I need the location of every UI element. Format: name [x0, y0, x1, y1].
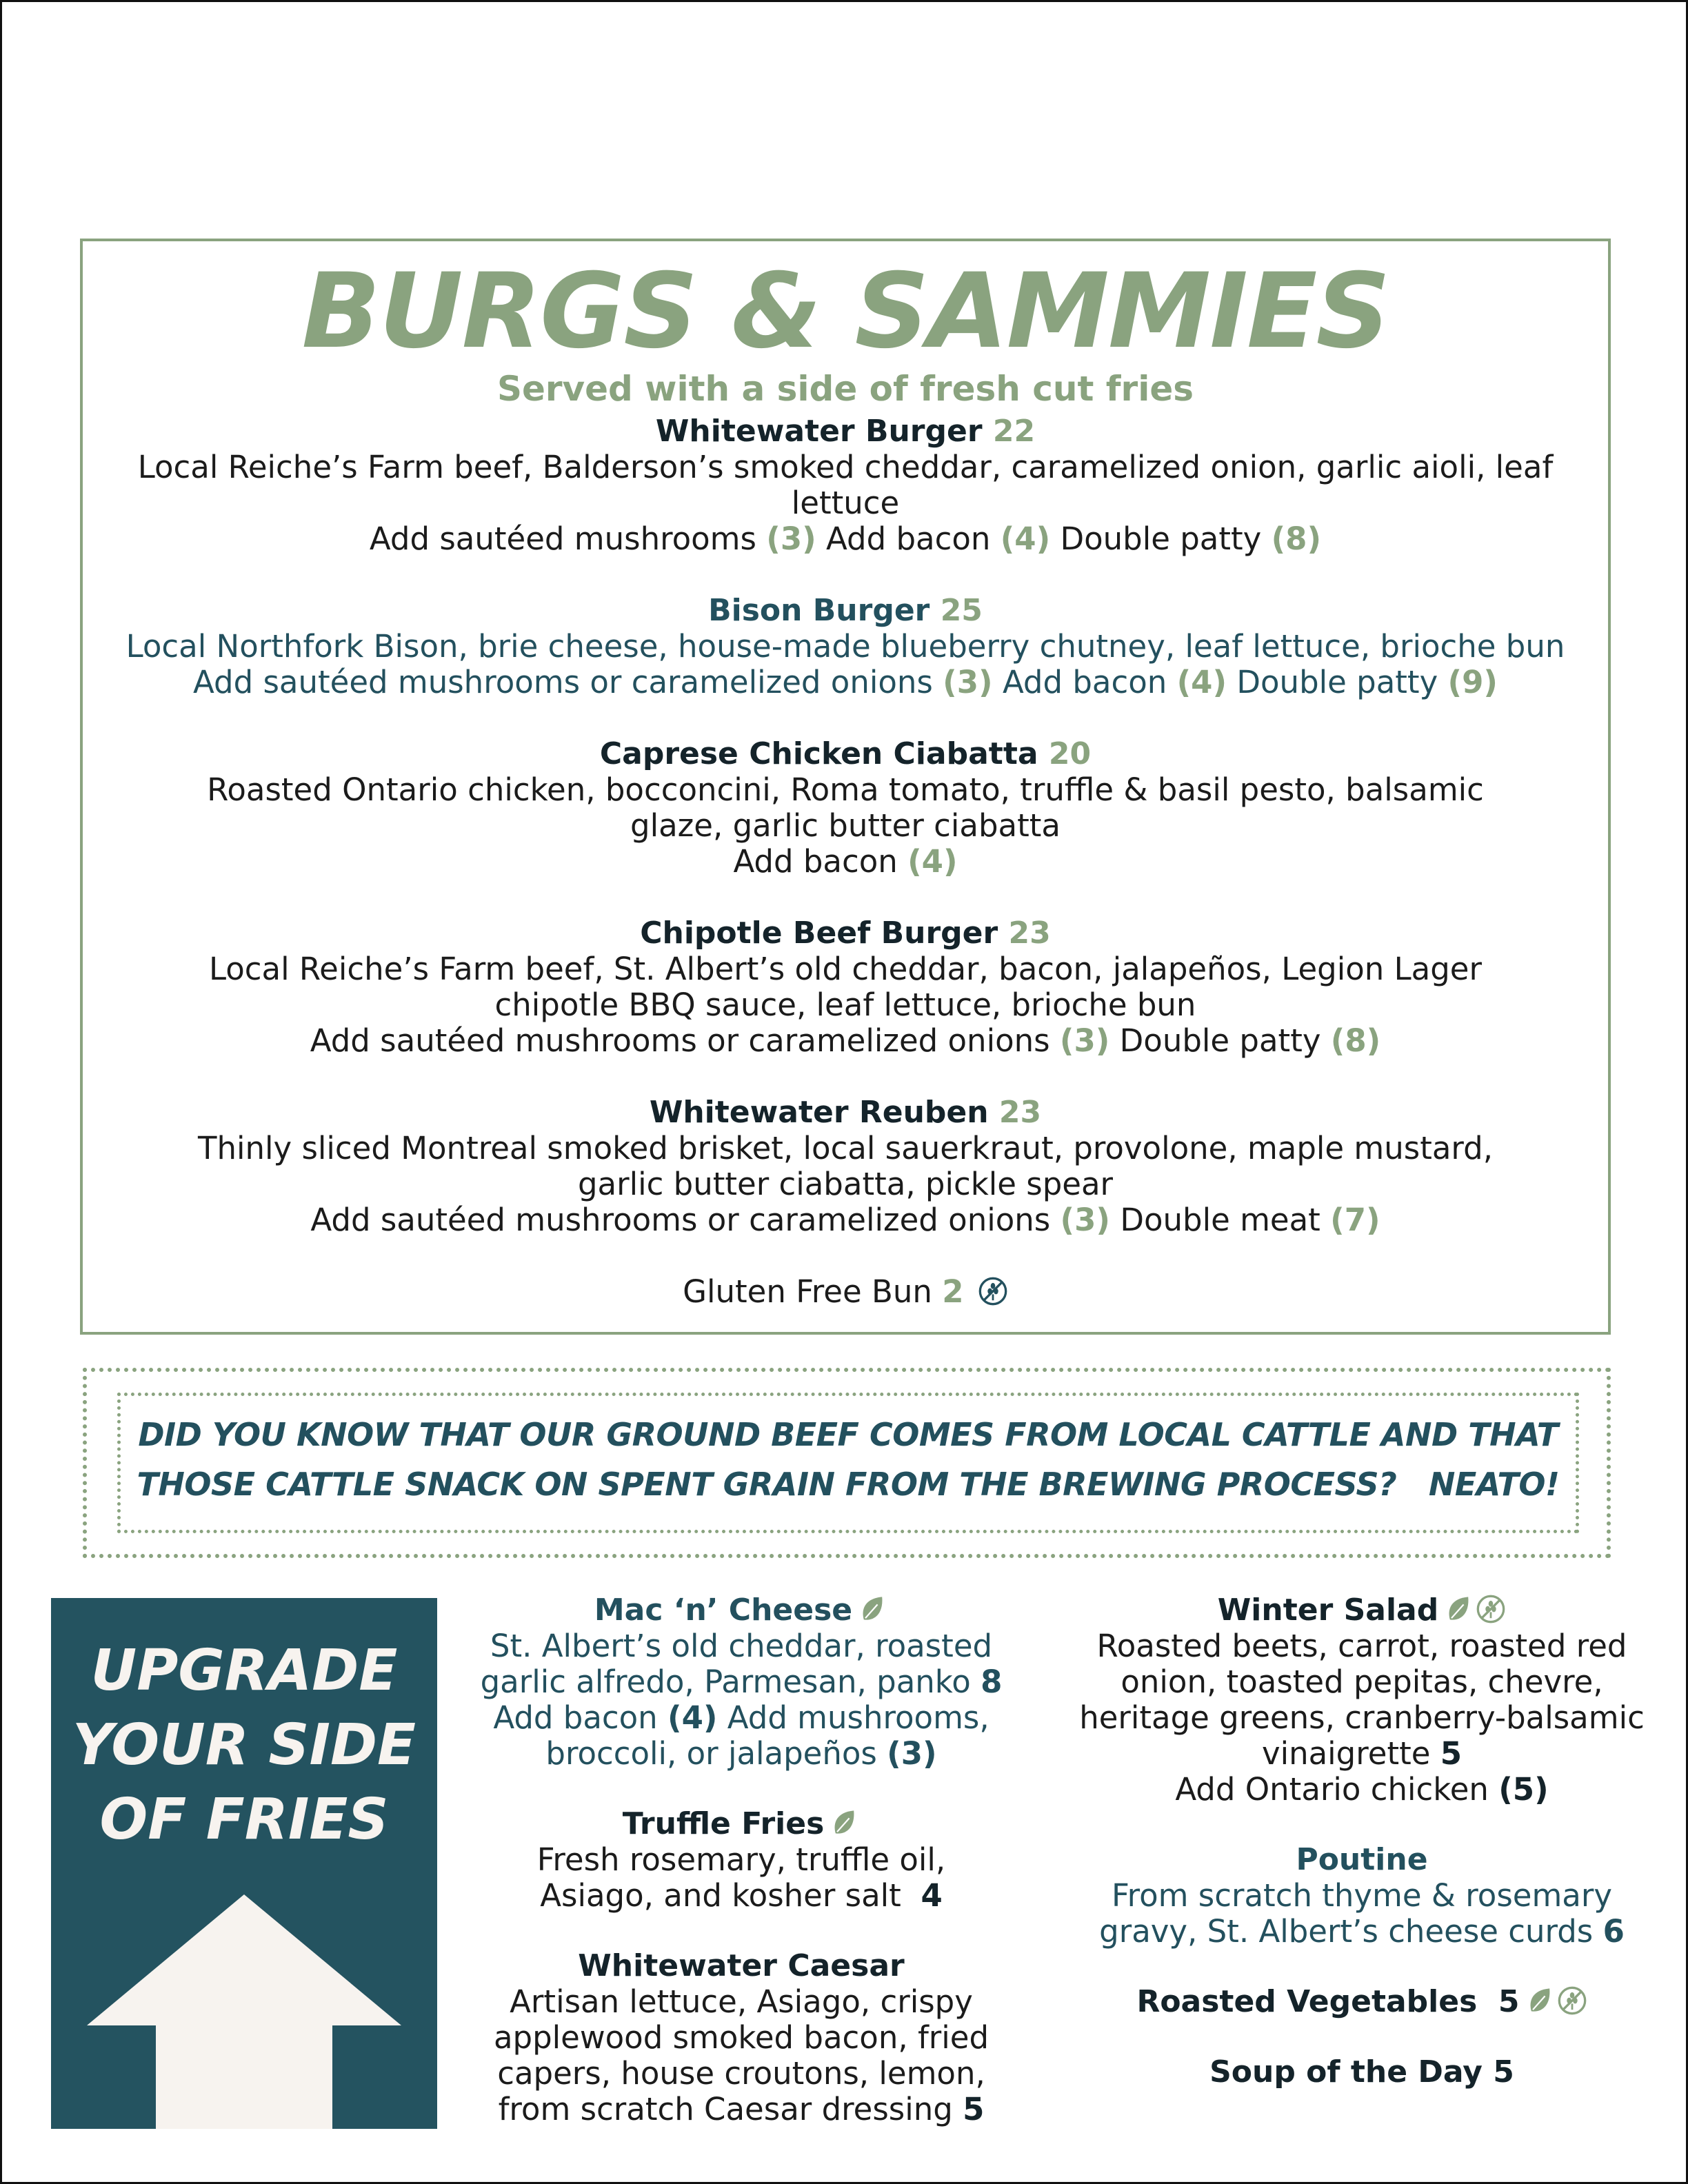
menu-item-chipotle-beef-burger: [83, 916, 1608, 1059]
gluten-free-icon: [1476, 1594, 1506, 1624]
item-name: Whitewater Burger: [655, 414, 983, 449]
menu-items: [83, 414, 1608, 1310]
side-price: 5: [1440, 1735, 1463, 1772]
addon-price: (4): [1000, 520, 1051, 557]
menu-item-whitewater-burger: [83, 414, 1608, 557]
did-you-know-text: [117, 1410, 1579, 1509]
side-title: [1062, 2054, 1662, 2090]
sides-column-middle: [455, 1593, 1027, 2162]
addon-text: Add sautéed mushrooms: [369, 520, 756, 557]
side-item-soup-of-the-day: [1062, 2054, 1662, 2090]
addon-price: (3): [766, 520, 816, 557]
addon-text: Double patty: [1236, 664, 1438, 700]
extra-price: (4): [667, 1699, 718, 1736]
item-price: 23: [1008, 916, 1051, 951]
addon-price: (4): [907, 843, 958, 880]
vegetarian-leaf-icon: [858, 1594, 888, 1624]
item-addons: [83, 521, 1608, 557]
item-title: [83, 414, 1608, 449]
side-name: Roasted Vegetables: [1136, 1984, 1478, 2019]
side-name: Truffle Fries: [622, 1806, 825, 1841]
section-subtitle: Served with a side of fresh cut fries: [496, 369, 1194, 409]
side-title: [455, 1593, 1027, 1628]
extra-price: (3): [887, 1735, 937, 1772]
menu-item-bison-burger: [83, 593, 1608, 700]
item-addons: [83, 1202, 1608, 1238]
side-description: [455, 1842, 1027, 1914]
side-title: Whitewater Caesar: [578, 1948, 905, 1983]
side-desc-text: From scratch thyme & rosemary gravy, St. Albert’s cheese curds: [1099, 1877, 1612, 1950]
upgrade-line: YOUR SIDE: [72, 1712, 416, 1778]
side-price: 5: [1498, 1984, 1520, 2019]
side-extra: Add Ontario chicken (5): [1175, 1771, 1549, 1808]
sides-column-right: [1062, 1593, 1662, 2125]
item-description: Local Reiche’s Farm beef, Balderson’s smoked cheddar, caramelized onion, garlic aioli, leaf lettuce: [137, 449, 1554, 521]
side-desc-text: Roasted beets, carrot, roasted red onion, toasted pepitas, chevre, heritage greens, cranberry-balsamic vinaigrette: [1079, 1628, 1645, 1772]
addon-text: Add sautéed mushrooms or caramelized onions: [310, 1022, 1050, 1059]
side-title: [455, 1806, 1027, 1842]
addon-text: Double patty: [1060, 520, 1262, 557]
addon-text: Double patty: [1119, 1022, 1321, 1059]
gluten-free-icon: [1557, 1985, 1587, 2016]
side-desc-text: Fresh rosemary, truffle oil, Asiago, and kosher salt: [536, 1841, 946, 1914]
did-you-know-line: DID YOU KNOW THAT OUR GROUND BEEF COMES FROM LOCAL CATTLE AND THAT: [138, 1416, 1558, 1453]
side-desc-text: St. Albert’s old cheddar, roasted garlic alfredo, Parmesan, panko: [480, 1628, 993, 1700]
item-price: 23: [998, 1095, 1042, 1130]
side-price: 6: [1602, 1913, 1625, 1950]
item-title: [83, 736, 1608, 772]
did-you-know-line: THOSE CATTLE SNACK ON SPENT GRAIN FROM THE BREWING PROCESS? NEATO!: [137, 1466, 1560, 1503]
gluten-free-price: 2: [942, 1273, 964, 1310]
addon-text: Add bacon: [1002, 664, 1167, 700]
item-description: Thinly sliced Montreal smoked brisket, local sauerkraut, provolone, maple mustard, garlic butter ciabatta, pickle spear: [197, 1130, 1494, 1202]
side-price: 4: [921, 1877, 943, 1914]
addon-price: (4): [1176, 664, 1227, 700]
gluten-free-bun: [83, 1274, 1608, 1310]
side-item-mac-n-cheese: [455, 1593, 1027, 1772]
side-description: [455, 1984, 1027, 2127]
addon-text: Add sautéed mushrooms or caramelized onions: [310, 1202, 1051, 1238]
addon-price: (3): [1060, 1202, 1110, 1238]
addon-price: (9): [1447, 664, 1498, 700]
side-description: [1062, 1878, 1662, 1950]
up-arrow-icon: [87, 1894, 401, 2129]
side-item-poutine: [1062, 1842, 1662, 1950]
upgrade-title: [51, 1634, 437, 1857]
side-item-whitewater-caesar: [455, 1948, 1027, 2127]
item-price: 22: [992, 414, 1036, 449]
upgrade-line: OF FRIES: [99, 1787, 389, 1852]
addon-price: (8): [1330, 1022, 1381, 1059]
item-addons: [83, 1023, 1608, 1059]
item-title: [83, 916, 1608, 951]
menu-item-caprese-chicken-ciabatta: [83, 736, 1608, 880]
section-title: BURGS & SAMMIES: [301, 252, 1389, 372]
gluten-free-text: Gluten Free Bun: [683, 1273, 932, 1310]
vegetarian-leaf-icon: [1525, 1985, 1556, 2016]
side-name: Mac ‘n’ Cheese: [594, 1593, 853, 1628]
side-item-winter-salad: [1062, 1593, 1662, 1808]
item-name: Caprese Chicken Ciabatta: [599, 736, 1038, 771]
item-price: 25: [940, 593, 983, 628]
side-description: [455, 1628, 1027, 1700]
addon-price: (3): [1059, 1022, 1110, 1059]
addon-price: (3): [943, 664, 993, 700]
item-name: Bison Burger: [708, 593, 930, 628]
item-name: Whitewater Reuben: [649, 1095, 989, 1130]
side-extra: Add bacon (4) Add mushrooms, broccoli, or jalapeños (3): [493, 1699, 989, 1772]
item-description: Local Reiche’s Farm beef, St. Albert’s old cheddar, bacon, jalapeños, Legion Lager chipotle BBQ sauce, leaf lettuce, brioche bun: [209, 951, 1482, 1023]
side-item-truffle-fries: [455, 1806, 1027, 1914]
side-item-roasted-vegetables: [1062, 1984, 1662, 2020]
side-title: [1062, 1593, 1662, 1628]
side-name: Winter Salad: [1217, 1593, 1439, 1628]
addon-price: (7): [1330, 1202, 1380, 1238]
side-desc-text: Artisan lettuce, Asiago, crispy applewood smoked bacon, fried capers, house croutons, lemon, from scratch Caesar dressing: [493, 1983, 989, 2127]
addon-text: Add bacon: [826, 520, 991, 557]
addon-text: Double meat: [1120, 1202, 1320, 1238]
item-price: 20: [1048, 736, 1092, 771]
addon-text: Add bacon: [733, 843, 898, 880]
vegetarian-leaf-icon: [1444, 1594, 1474, 1624]
upgrade-panel: [51, 1598, 437, 2129]
addon-text: Add sautéed mushrooms or caramelized onions: [193, 664, 933, 700]
item-addons: [83, 665, 1608, 700]
menu-item-whitewater-reuben: [83, 1095, 1608, 1238]
side-title: [1062, 1984, 1662, 2020]
item-name: Chipotle Beef Burger: [640, 916, 998, 951]
side-name: Soup of the Day: [1209, 2054, 1483, 2090]
side-price: 8: [981, 1664, 1003, 1700]
gluten-free-icon: [978, 1276, 1008, 1306]
vegetarian-leaf-icon: [830, 1808, 860, 1838]
item-addons: [83, 844, 1608, 880]
item-title: [83, 1095, 1608, 1131]
extra-price: (5): [1498, 1771, 1549, 1808]
item-title: [83, 593, 1608, 629]
side-title: Poutine: [1296, 1842, 1428, 1877]
burgs-sammies-section: [80, 239, 1611, 1335]
side-price: 5: [963, 2091, 985, 2127]
upgrade-line: UPGRADE: [90, 1638, 398, 1703]
side-description: [1062, 1628, 1662, 1772]
item-description: Local Northfork Bison, brie cheese, house-made blueberry chutney, leaf lettuce, brioche bun: [125, 628, 1565, 665]
addon-price: (8): [1271, 520, 1322, 557]
side-price: 5: [1493, 2054, 1514, 2090]
item-description: Roasted Ontario chicken, bocconcini, Roma tomato, truffle & basil pesto, balsamic glaze, garlic butter ciabatta: [207, 771, 1484, 844]
